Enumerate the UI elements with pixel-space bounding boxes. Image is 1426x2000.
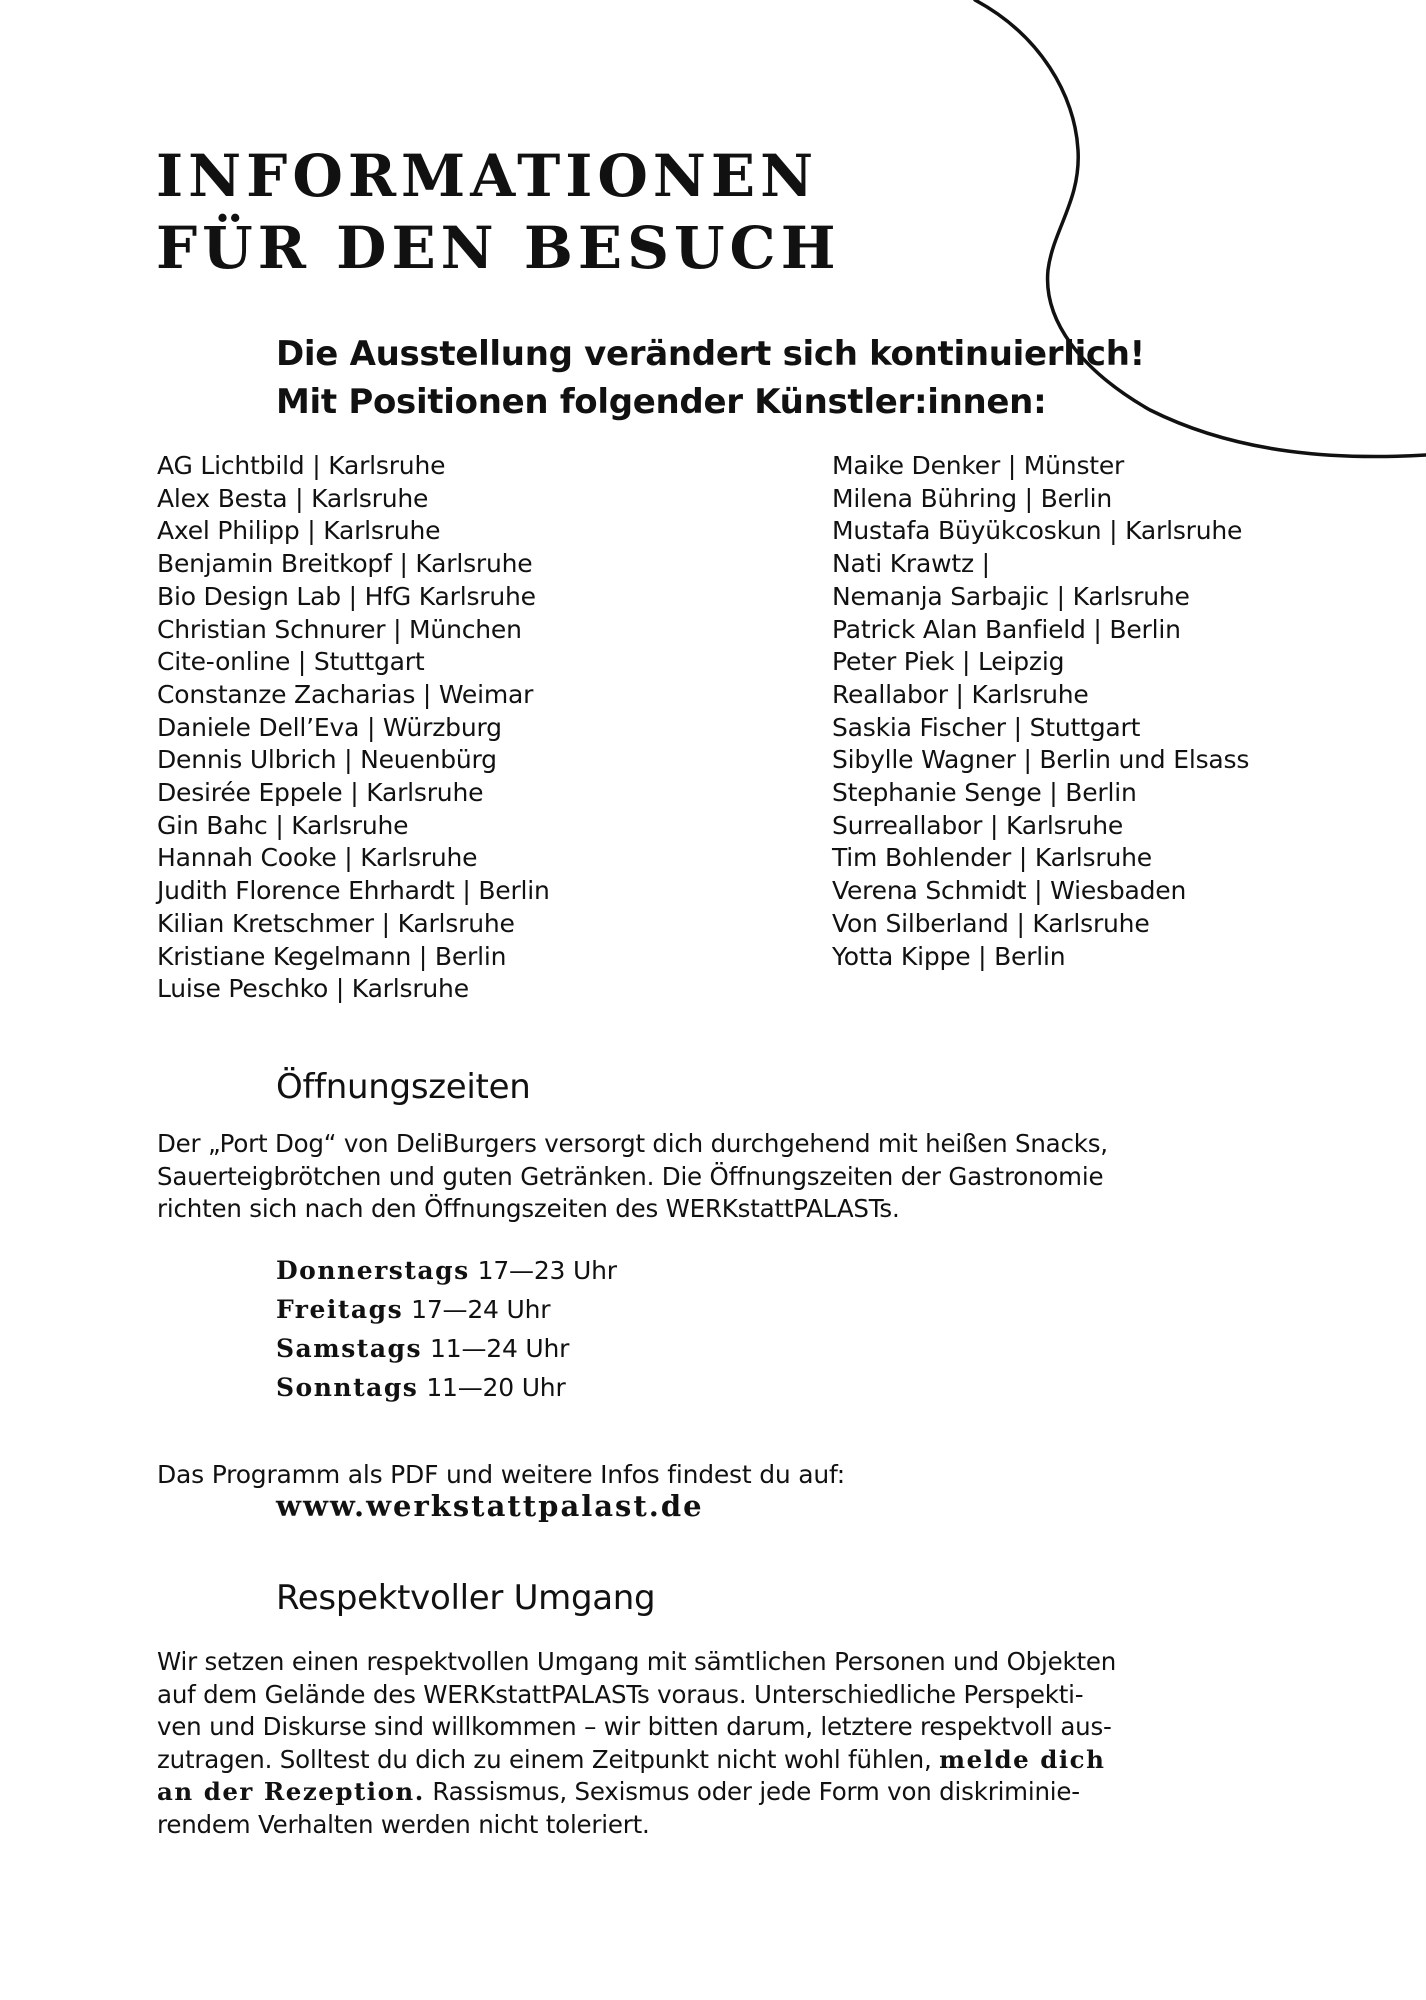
respect-line: auf dem Gelände des WERKstattPALASTs voraus. Unterschiedliche Perspekti- [157,1679,1084,1709]
website-link[interactable]: www.werkstattpalast.de [276,1489,704,1523]
respect-line-text: Rassismus, Sexismus oder jede Form von diskriminie- [432,1777,1080,1807]
opening-hours-list [276,1251,617,1407]
hours-row [276,1251,617,1290]
weekday-label: Freitags [276,1295,404,1324]
program-info-text: Das Programm als PDF und weitere Infos findest du auf: [157,1460,845,1489]
time-range: 11—24 Uhr [430,1334,570,1363]
respect-line: rendem Verhalten werden nicht toleriert. [157,1809,650,1839]
artist-item: Mustafa Büyükcoskun | Karlsruhe [832,516,1243,546]
artist-item: Judith Florence Ehrhardt | Berlin [157,876,550,906]
artist-item: Verena Schmidt | Wiesbaden [832,876,1187,906]
artist-item: Von Silberland | Karlsruhe [832,908,1150,938]
respect-heading: Respektvoller Umgang [276,1578,656,1618]
artist-item: Maike Denker | Münster [832,451,1125,480]
artist-item: Gin Bahc | Karlsruhe [157,810,409,840]
artist-item: Stephanie Senge | Berlin [832,778,1137,808]
gastronomy-line: richten sich nach den Öffnungszeiten des WERKstattPALASTs. [157,1194,900,1223]
respect-line [157,1776,1116,1809]
artist-item: Milena Bühring | Berlin [832,483,1112,513]
artist-item: Peter Piek | Leipzig [832,647,1065,677]
hours-row [276,1368,617,1407]
hours-row [276,1329,617,1368]
page-title [156,140,841,284]
gastronomy-paragraph [157,1128,1108,1226]
gastronomy-line: Sauerteigbrötchen und guten Getränken. Die Öffnungszeiten der Gastronomie [157,1161,1104,1191]
artist-item: Nati Krawtz | [832,549,990,579]
artist-item: AG Lichtbild | Karlsruhe [157,451,446,480]
weekday-label: Donnerstags [276,1256,470,1285]
time-range: 17—24 Uhr [411,1295,551,1324]
artist-item: Cite-online | Stuttgart [157,647,425,677]
intro-line-1: Die Ausstellung verändert sich kontinuierlich! [276,334,1145,374]
artist-item: Tim Bohlender | Karlsruhe [832,843,1152,873]
artist-item: Alex Besta | Karlsruhe [157,483,429,513]
artist-item: Kristiane Kegelmann | Berlin [157,941,507,971]
reception-note-part-2: an der Rezeption. [157,1777,425,1807]
artist-item: Dennis Ulbrich | Neuenbürg [157,745,497,775]
gastronomy-line: Der „Port Dog“ von DeliBurgers versorgt dich durchgehend mit heißen Snacks, [157,1129,1108,1158]
weekday-label: Sonntags [276,1373,419,1402]
title-line-1: INFORMATIONEN [156,142,819,210]
artist-item: Kilian Kretschmer | Karlsruhe [157,908,515,938]
respect-line: ven und Diskurse sind willkommen – wir bitten darum, letztere respektvoll aus- [157,1712,1112,1742]
time-range: 17—23 Uhr [477,1256,617,1285]
artist-item: Luise Peschko | Karlsruhe [157,974,469,1004]
intro-text [276,330,1145,426]
respect-paragraph [157,1646,1116,1842]
artist-item: Constanze Zacharias | Weimar [157,679,534,709]
intro-line-2: Mit Positionen folgender Künstler:innen: [276,382,1047,422]
artist-item: Axel Philipp | Karlsruhe [157,516,441,546]
artist-item: Christian Schnurer | München [157,614,522,644]
artist-item: Patrick Alan Banfield | Berlin [832,614,1181,644]
artist-item: Bio Design Lab | HfG Karlsruhe [157,581,536,611]
title-line-2: FÜR DEN BESUCH [156,214,841,282]
artist-item: Hannah Cooke | Karlsruhe [157,843,478,873]
respect-line: Wir setzen einen respektvollen Umgang mit sämtlichen Personen und Objekten [157,1647,1117,1676]
artist-list-left [157,450,550,1006]
artist-item: Daniele Dell’Eva | Würzburg [157,712,502,742]
time-range: 11—20 Uhr [426,1373,566,1402]
artist-list-right [832,450,1249,973]
artist-item: Saskia Fischer | Stuttgart [832,712,1141,742]
artist-item: Desirée Eppele | Karlsruhe [157,778,484,808]
reception-note-part-1: melde dich [939,1744,1106,1774]
artist-item: Nemanja Sarbajic | Karlsruhe [832,581,1190,611]
artist-item: Yotta Kippe | Berlin [832,941,1066,971]
opening-hours-heading: Öffnungszeiten [276,1067,531,1107]
artist-item: Surreallabor | Karlsruhe [832,810,1124,840]
respect-line [157,1744,1116,1777]
weekday-label: Samstags [276,1334,423,1363]
hours-row [276,1290,617,1329]
artist-item: Benjamin Breitkopf | Karlsruhe [157,549,533,579]
artist-item: Reallabor | Karlsruhe [832,679,1089,709]
respect-line-text: zutragen. Solltest du dich zu einem Zeitpunkt nicht wohl fühlen, [157,1744,932,1774]
artist-item: Sibylle Wagner | Berlin und Elsass [832,745,1250,775]
